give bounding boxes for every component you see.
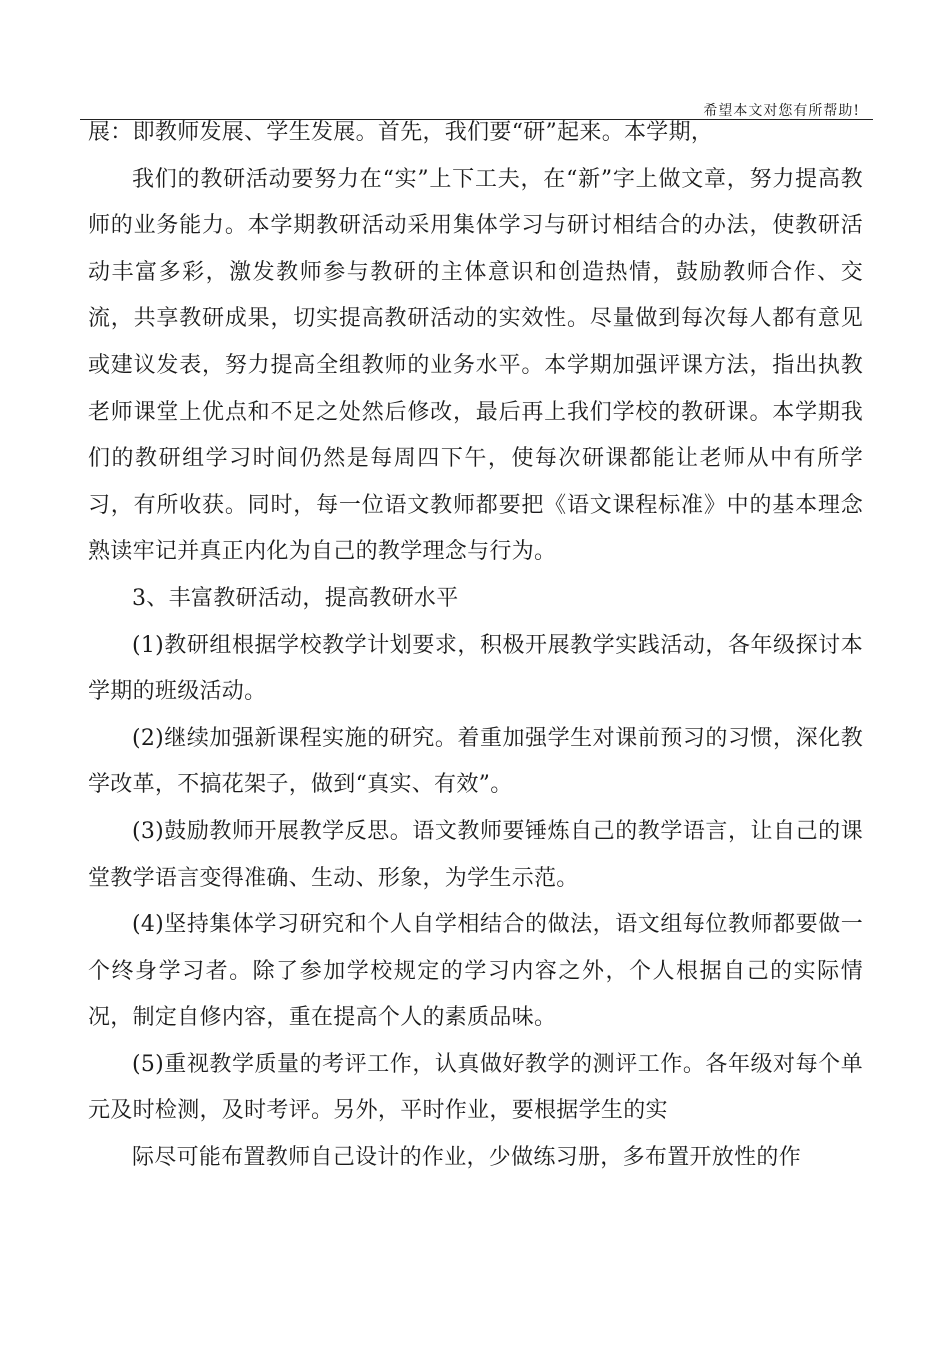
paragraph: 我们的教研活动要努力在“实”上下工夫，在“新”字上做文章，努力提高教师的业务能力。本学期教研活动采用集体学习与研讨相结合的办法，使教研活动丰富多彩，激发教师参与教研的主体意识和创造热情，鼓励教师合作、交流，共享教研成果，切实提高教研活动的实效性。尽量做到每次每人都有意见或建议发表，努力提高全组教师的业务水平。本学期加强评课方法，指出执教老师课堂上优点和不足之处然后修改，最后再上我们学校的教研课。本学期我们的教研组学习时间仍然是每周四下午，使每次研课都能让老师从中有所学习，有所收获。同时，每一位语文教师都要把《语文课程标准》中的基本理念熟读牢记并真正内化为自己的教学理念与行为。: [88, 166, 863, 565]
paragraph: (1)教研组根据学校教学计划要求，积极开展教学实践活动，各年级探讨本学期的班级活动。: [88, 632, 863, 705]
document-body: [88, 110, 863, 1182]
paragraph: (5)重视教学质量的考评工作，认真做好教学的测评工作。各年级对每个单元及时检测，及时考评。另外，平时作业，要根据学生的实: [88, 1051, 863, 1124]
paragraph: 展：即教师发展、学生发展。首先，我们要“研”起来。本学期，: [88, 120, 714, 145]
section-heading: 3、丰富教研活动，提高教研水平: [132, 585, 459, 611]
paragraph: (4)坚持集体学习研究和个人自学相结合的做法，语文组每位教师都要做一个终身学习者。除了参加学校规定的学习内容之外，个人根据自己的实际情况，制定自修内容，重在提高个人的素质品味。: [88, 912, 863, 1031]
paragraph: 际尽可能布置教师自己设计的作业，少做练习册，多布置开放性的作: [132, 1145, 802, 1171]
paragraph: (2)继续加强新课程实施的研究。着重加强学生对课前预习的习惯，深化教学改革，不搞花架子，做到“真实、有效”。: [88, 725, 863, 798]
paragraph: (3)鼓励教师开展教学反思。语文教师要锤炼自己的教学语言，让自己的课堂教学语言变得准确、生动、形象，为学生示范。: [88, 818, 863, 891]
header-note: 希望本文对您有所帮助!: [703, 103, 860, 119]
